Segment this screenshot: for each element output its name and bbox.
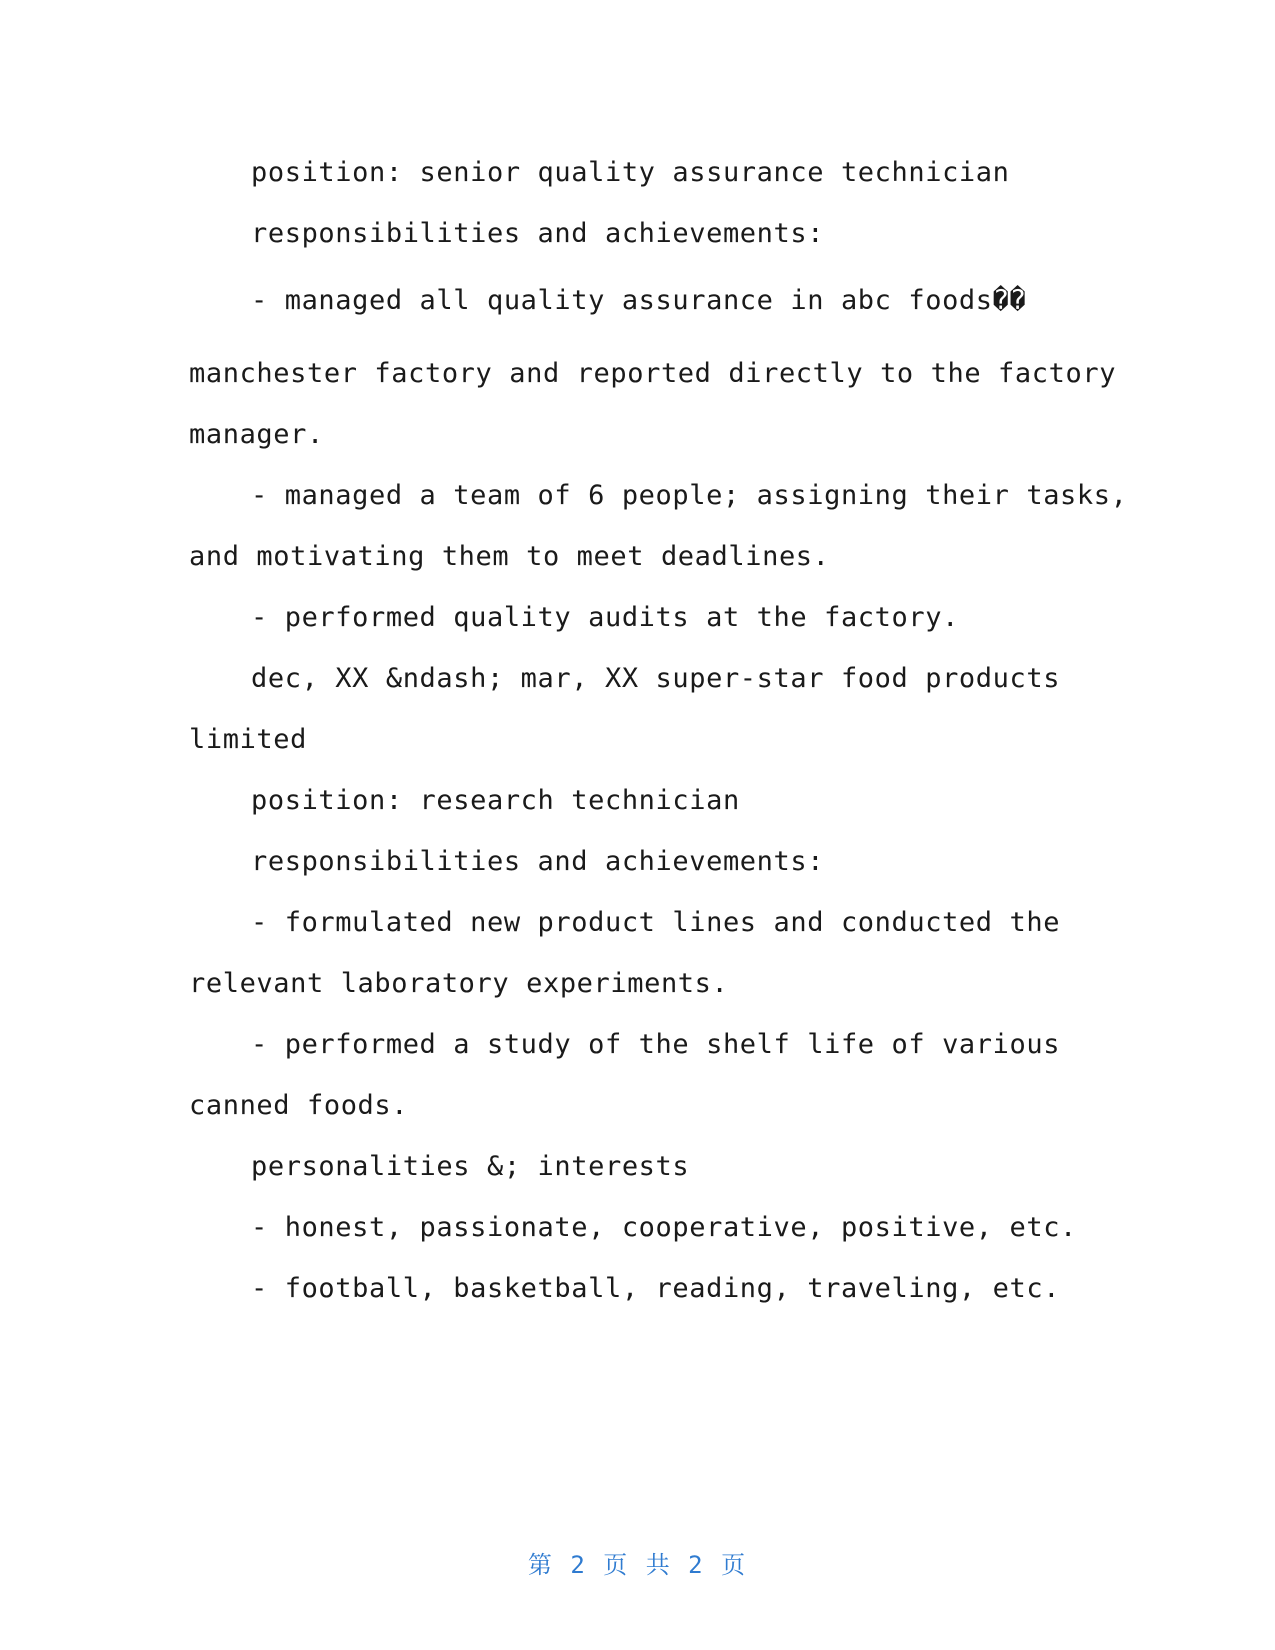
position-line-senior: position: senior quality assurance technician xyxy=(251,157,1010,188)
document-body xyxy=(189,142,1128,1319)
bullet-managed-qa-cont: manchester factory and reported directly to the factory xyxy=(189,358,1117,389)
responsibilities-heading-1: responsibilities and achievements: xyxy=(251,218,825,249)
employment-company-cont: limited xyxy=(189,724,307,755)
bullet-formulated-cont: relevant laboratory experiments. xyxy=(189,968,729,999)
bullet-managed-team: - managed a team of 6 people; assigning their tasks, xyxy=(251,480,1128,511)
bullet-formulated: - formulated new product lines and conducted the xyxy=(251,907,1061,938)
bullet-shelf-life: - performed a study of the shelf life of various xyxy=(251,1029,1061,1060)
position-line-research: position: research technician xyxy=(251,785,740,816)
bullet-quality-audits: - performed quality audits at the factory. xyxy=(251,602,959,633)
bullet-managed-qa-cont2: manager. xyxy=(189,419,324,450)
bullet-managed-team-cont: and motivating them to meet deadlines. xyxy=(189,541,830,572)
bullet-hobbies: - football, basketball, reading, traveling, etc. xyxy=(251,1273,1061,1304)
page-number-label: 第 2 页 共 2 页 xyxy=(527,1551,748,1579)
bullet-personality: - honest, passionate, cooperative, positive, etc. xyxy=(251,1212,1077,1243)
bullet-shelf-life-cont: canned foods. xyxy=(189,1090,409,1121)
responsibilities-heading-2: responsibilities and achievements: xyxy=(251,846,825,877)
page-footer xyxy=(0,1545,1275,1580)
section-heading-interests: personalities &; interests xyxy=(251,1151,690,1182)
employment-dates-line: dec, XX &ndash; mar, XX super-star food products xyxy=(251,663,1061,694)
bullet-managed-qa: - managed all quality assurance in abc foods�� xyxy=(251,285,1027,316)
